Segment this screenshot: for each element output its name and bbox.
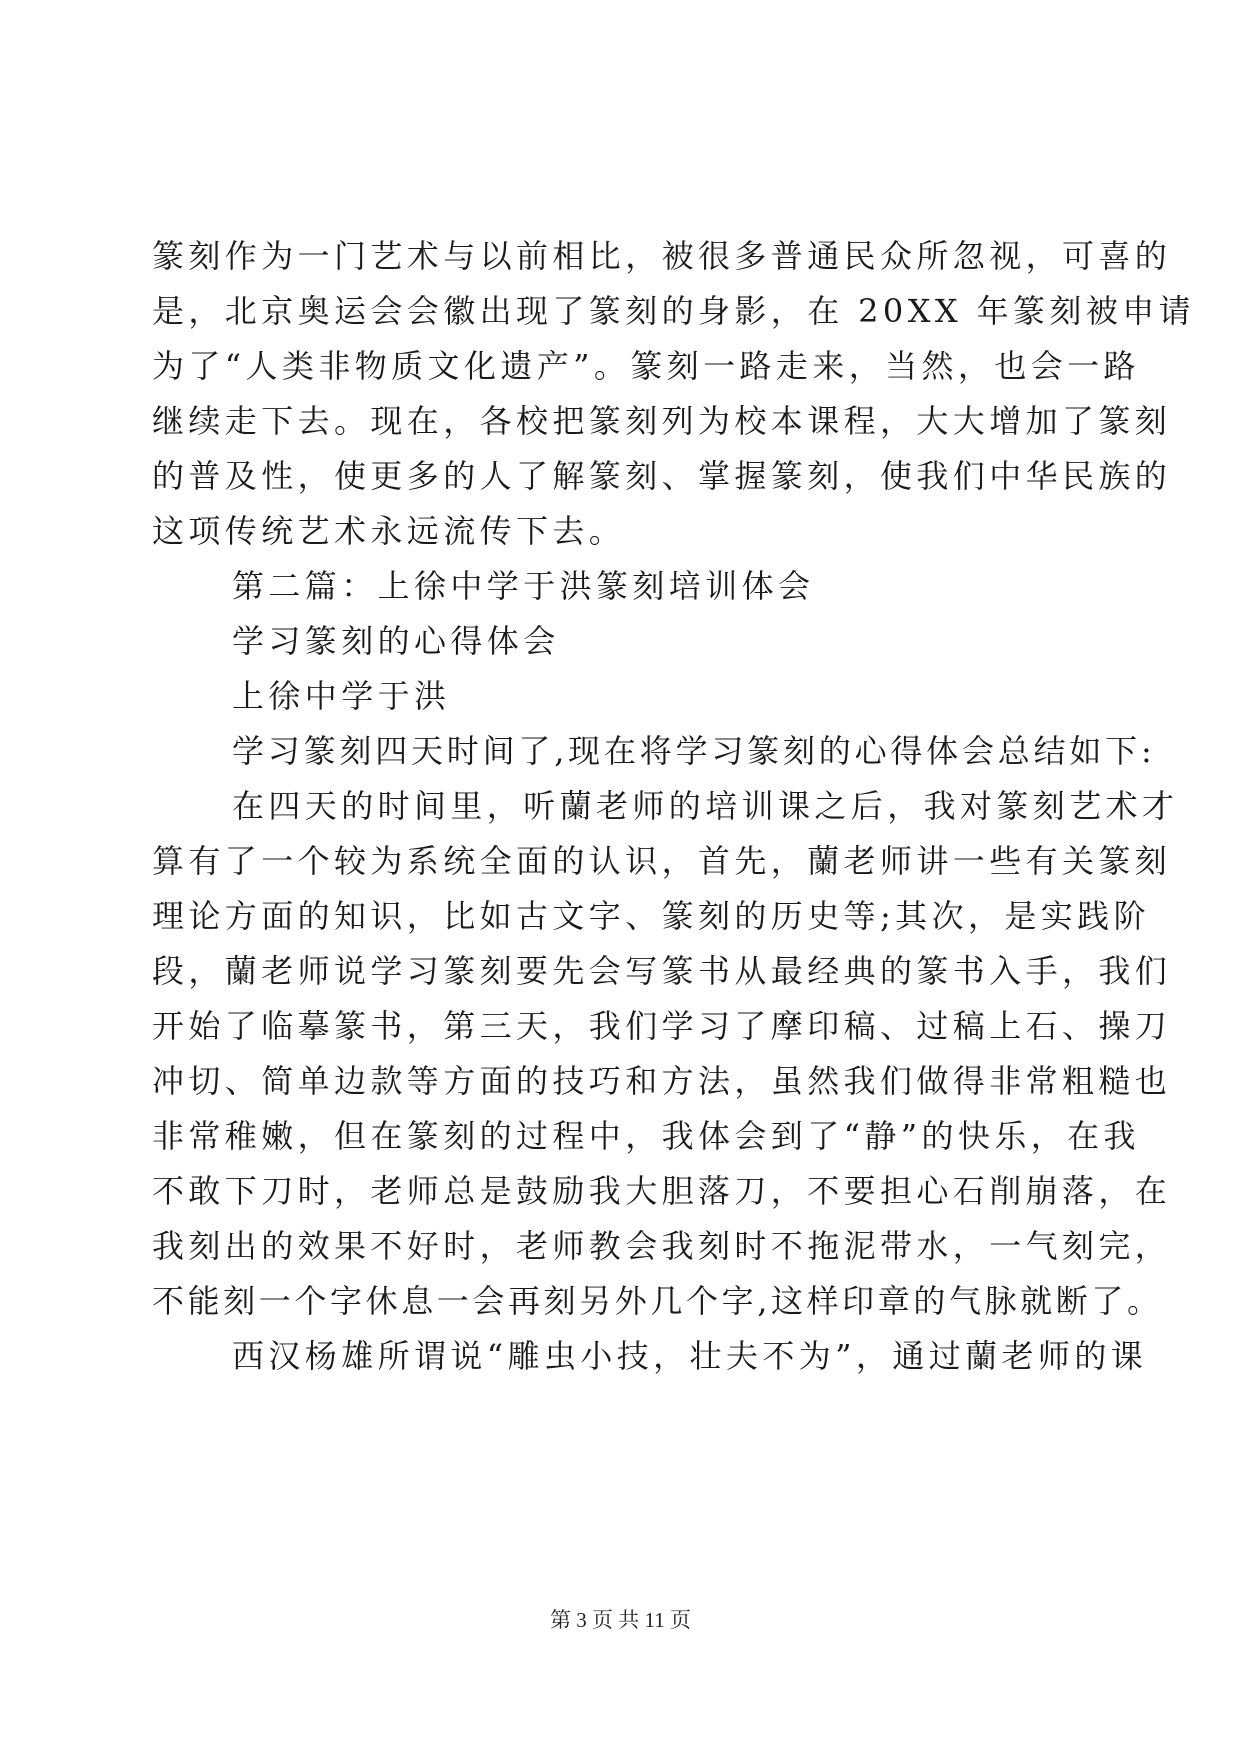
body-text-line: 在四天的时间里，听蘭老师的培训课之后，我对篆刻艺术才 (232, 787, 1179, 825)
author-line: 上徐中学于洪 (232, 677, 451, 715)
body-text-line: 算有了一个较为系统全面的认识，首先，蘭老师讲一些有关篆刻 (152, 842, 1172, 880)
body-text-line: 是，北京奥运会会徽出现了篆刻的身影，在 20XX 年篆刻被申请 (152, 292, 1196, 330)
article-title: 学习篆刻的心得体会 (232, 622, 560, 660)
body-text-line: 篆刻作为一门艺术与以前相比，被很多普通民众所忽视，可喜的 (152, 237, 1172, 275)
body-text-line: 理论方面的知识，比如古文字、篆刻的历史等;其次，是实践阶 (152, 897, 1150, 935)
body-text-line: 开始了临摹篆书，第三天，我们学习了摩印稿、过稿上石、操刀 (152, 1007, 1172, 1045)
body-text-line: 继续走下去。现在，各校把篆刻列为校本课程，大大增加了篆刻 (152, 402, 1172, 440)
body-text-line: 为了“人类非物质文化遗产”。篆刻一路走来，当然，也会一路 (152, 347, 1140, 385)
body-text-line: 非常稚嫩，但在篆刻的过程中，我体会到了“静”的快乐，在我 (152, 1117, 1140, 1155)
body-text-line: 冲切、简单边款等方面的技巧和方法，虽然我们做得非常粗糙也 (152, 1062, 1172, 1100)
body-text-line: 不能刻一个字休息一会再刻另外几个字,这样印章的气脉就断了。 (152, 1282, 1163, 1320)
body-text-line: 这项传统艺术永远流传下去。 (152, 512, 626, 550)
page-number-footer: 第 3 页 共 11 页 (550, 1608, 691, 1632)
body-text-line: 不敢下刀时，老师总是鼓励我大胆落刀，不要担心石削崩落，在 (152, 1172, 1172, 1210)
section-heading: 第二篇：上徐中学于洪篆刻培训体会 (232, 567, 815, 605)
body-text-line: 西汉杨雄所谓说“雕虫小技，壮夫不为”，通过蘭老师的课 (232, 1337, 1148, 1375)
body-text-line: 段，蘭老师说学习篆刻要先会写篆书从最经典的篆书入手，我们 (152, 952, 1172, 990)
body-text-line: 学习篆刻四天时间了,现在将学习篆刻的心得体会总结如下: (232, 732, 1156, 770)
body-text-line: 的普及性，使更多的人了解篆刻、掌握篆刻，使我们中华民族的 (152, 457, 1172, 495)
body-text-line: 我刻出的效果不好时，老师教会我刻时不拖泥带水，一气刻完， (152, 1227, 1172, 1265)
